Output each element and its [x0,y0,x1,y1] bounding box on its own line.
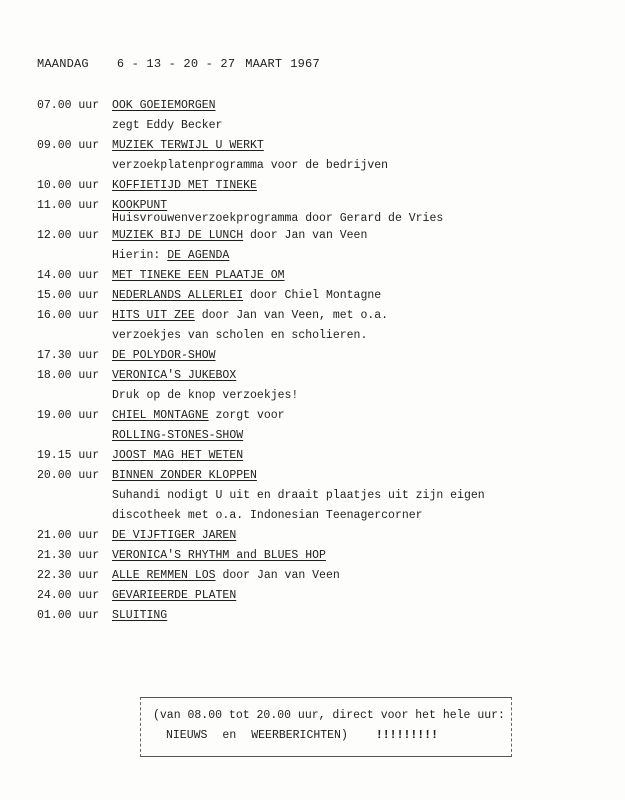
program-time: 12.00 uur [37,229,100,242]
notice-word-and: en [222,729,237,742]
program-time: 15.00 uur [37,289,100,302]
program-content [112,406,285,426]
program-note: Suhandi nodigt U uit en draait plaatjes uit zijn eigen [112,489,485,502]
program-title: MUZIEK TERWIJL U WERKT [112,139,264,152]
program-content [112,526,236,546]
program-content [112,266,285,286]
program-title: HITS UIT ZEE [112,309,195,322]
program-content [112,346,216,366]
program-time: 14.00 uur [37,269,100,282]
program-content [112,226,367,246]
program-row [37,466,597,486]
notice-line-2 [166,729,438,742]
program-time: 11.00 uur [37,199,100,212]
program-row [37,96,597,116]
program-time: 17.30 uur [37,349,100,362]
program-row [37,526,597,546]
program-title: BINNEN ZONDER KLOPPEN [112,469,257,482]
program-content [112,426,243,446]
program-row [37,286,597,306]
header-month: MAART [245,57,283,71]
program-row [37,586,597,606]
program-content [112,606,167,626]
program-title: ROLLING-STONES-SHOW [112,429,244,442]
program-time: 22.30 uur [37,569,100,582]
header-dates: 6 - 13 - 20 - 27 [116,57,236,71]
program-content [112,366,236,386]
program-time: 20.00 uur [37,469,100,482]
program-row [37,366,597,386]
program-schedule [37,96,597,626]
program-note: Huisvrouwenverzoekprogramma door Gerard de Vries [112,212,444,225]
program-content [112,446,243,466]
program-time: 24.00 uur [37,589,100,602]
notice-word-news: NIEUWS [166,729,208,742]
program-host: zorgt voor [215,409,285,422]
program-row [37,176,597,196]
program-time: 07.00 uur [37,99,100,112]
program-row [37,346,597,366]
program-time: 21.30 uur [37,549,100,562]
program-time: 19.00 uur [37,409,100,422]
program-note: Druk op de knop verzoekjes! [112,389,299,402]
program-title: KOFFIETIJD MET TINEKE [112,179,257,192]
program-note: verzoekplatenprogramma voor de bedrijven [112,159,389,172]
program-time: 21.00 uur [37,529,100,542]
program-time: 10.00 uur [37,179,100,192]
program-row [37,226,597,246]
program-note: discotheek met o.a. Indonesian Teenagercorner [112,509,423,522]
program-content [112,586,236,606]
program-row [37,426,597,446]
program-time: 18.00 uur [37,369,100,382]
program-title: DE POLYDOR-SHOW [112,349,216,362]
program-time: 09.00 uur [37,139,100,152]
program-title: DE AGENDA [167,249,230,262]
header-year: 1967 [290,57,320,71]
schedule-header [37,57,320,71]
program-host: door Jan van Veen, met o.a. [201,309,389,322]
program-title: MET TINEKE EEN PLAATJE OM [112,269,285,282]
program-note: zegt Eddy Becker [112,119,223,132]
program-content [112,246,229,266]
program-note: verzoekjes van scholen en scholieren. [112,329,368,342]
program-title: VERONICA'S JUKEBOX [112,369,237,382]
program-title: NEDERLANDS ALLERLEI [112,289,244,302]
program-time: 01.00 uur [37,609,100,622]
program-row [37,546,597,566]
program-content [112,286,381,306]
program-content [112,546,326,566]
program-content [112,176,257,196]
program-host: door Jan van Veen [222,569,340,582]
program-time: 16.00 uur [37,309,100,322]
program-title: GEVARIEERDE PLATEN [112,589,237,602]
program-title: MUZIEK BIJ DE LUNCH [112,229,244,242]
program-host: door Chiel Montagne [250,289,382,302]
program-row [37,566,597,586]
program-title: CHIEL MONTAGNE [112,409,209,422]
program-row [37,606,597,626]
program-title: JOOST MAG HET WETEN [112,449,244,462]
program-row [37,446,597,466]
program-title: VERONICA'S RHYTHM and BLUES HOP [112,549,326,562]
program-row [37,306,597,326]
program-title: SLUITING [112,609,168,622]
notice-line-1: (van 08.00 tot 20.00 uur, direct voor het hele uur: [153,709,505,722]
program-content [112,466,257,486]
header-day: MAANDAG [37,57,89,71]
program-content [112,306,388,326]
program-content [112,136,264,156]
program-title: ALLE REMMEN LOS [112,569,216,582]
program-title: OOK GOEIEMORGEN [112,99,216,112]
program-time: 19.15 uur [37,449,100,462]
program-title: DE VIJFTIGER JAREN [112,529,237,542]
program-content [112,96,216,116]
program-host: door Jan van Veen [250,229,368,242]
notice-word-weather: WEERBERICHTEN) [251,729,348,742]
news-notice-box [140,697,512,757]
program-prefix: Hierin: [112,249,161,262]
program-row [37,136,597,156]
program-row [37,406,597,426]
program-row [37,246,597,266]
notice-exclamations: !!!!!!!!! [375,729,438,742]
program-row [37,266,597,286]
program-content [112,566,340,586]
program-title: KOOKPUNT [112,199,168,212]
